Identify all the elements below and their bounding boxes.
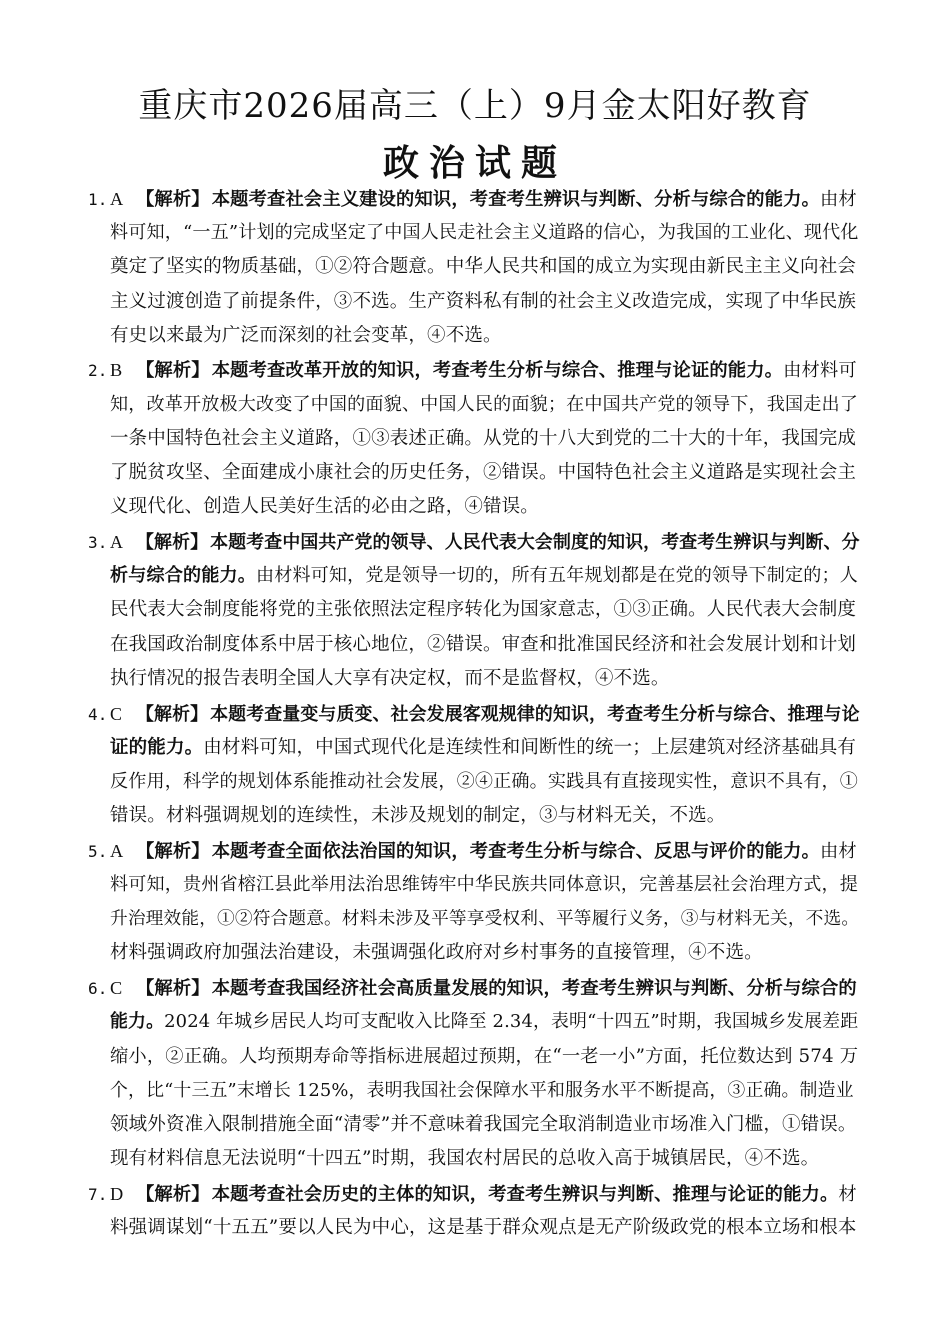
question-number: 5. — [88, 842, 108, 861]
answer-line — [110, 803, 860, 829]
answer-first-line — [88, 975, 860, 1001]
analysis-summary: 析与综合的能力。 — [110, 565, 256, 586]
answer-line — [110, 460, 860, 486]
answer-line — [110, 872, 860, 898]
answer-line — [110, 392, 860, 418]
analysis-text: 民代表大会制度能将党的主张依照法定程序转化为国家意志，①③正确。人民代表大会制度 — [110, 599, 857, 620]
answer-line — [110, 289, 860, 315]
analysis-summary: 本题考查量变与质变、社会发展客观规律的知识，考查考生分析与综合、推理与论 — [210, 704, 860, 725]
answer-line — [110, 632, 860, 658]
analysis-text: 奠定了坚实的物质基础，①②符合题意。中华人民共和国的成立为实现由新民主主义向社会 — [110, 256, 857, 277]
answer-line — [110, 563, 860, 589]
answer-line — [110, 769, 860, 795]
exam-title: 重庆市2026届高三（上）9月金太阳好教育 — [138, 86, 812, 126]
analysis-text: 料强调谋划“十五五”要以人民为中心，这是基于群众观点是无产阶级政党的根本立场和根本 — [110, 1217, 857, 1238]
analysis-text: 反作用，科学的规划体系能推动社会发展，②④正确。实践具有直接现实性，意识不具有，① — [110, 771, 858, 792]
analysis-text: 由材料可知，党是领导一切的，所有五年规划都是在党的领导下制定的；人 — [255, 565, 858, 586]
answer-line — [110, 426, 860, 452]
answer-line — [110, 1215, 860, 1241]
analysis-summary: 证的能力。 — [110, 737, 204, 758]
answer-line — [110, 666, 860, 692]
analysis-text: 一条中国特色社会主义道路，①③表述正确。从党的十八大到党的二十大的十年，我国完成 — [110, 428, 857, 449]
analysis-summary: 本题考查全面依法治国的知识，考查考生分析与综合、反思与评价的能力。 — [211, 841, 820, 862]
analysis-text: 由材料可 — [783, 360, 857, 381]
question-number: 1. — [88, 190, 108, 209]
analysis-text: 现有材料信息无法说明“十四五”时期，我国农村居民的总收入高于城镇居民，④不选。 — [110, 1148, 820, 1169]
analysis-text: 材料强调政府加强法治建设，未强调强化政府对乡村事务的直接管理，④不选。 — [110, 942, 763, 963]
answer-first-line — [88, 529, 860, 555]
analysis-text: 知，改革开放极大改变了中国的面貌、中国人民的面貌；在中国共产党的领导下，我国走出了 — [110, 394, 858, 415]
analysis-text: 有史以来最为广泛而深刻的社会变革，④不选。 — [110, 325, 502, 346]
analysis-text: 升治理效能，①②符合题意。材料未涉及平等享受权利、平等履行义务，③与材料无关，不选。 — [110, 909, 860, 929]
answer-choice: A — [110, 189, 124, 209]
analysis-text: 由材料可知，中国式现代化是连续性和间断性的统一；上层建筑对经济基础具有 — [203, 737, 857, 758]
analysis-text: 由材 — [819, 189, 857, 210]
answer-line — [110, 1009, 860, 1035]
answer-line — [110, 494, 860, 520]
answer-first-line — [88, 357, 860, 383]
answer-first-line — [88, 186, 860, 212]
analysis-tag: 【解析】 — [136, 841, 210, 862]
analysis-tag: 【解析】 — [136, 532, 209, 553]
answer-line — [110, 735, 860, 761]
analysis-text: 2024 年城乡居民人均可支配收入比降至 2.34，表明“十四五”时期，我国城乡发展差距 — [164, 1011, 859, 1032]
question-number: 3. — [88, 533, 108, 552]
analysis-summary: 本题考查社会主义建设的知识，考查考生辨识与判断、分析与综合的能力。 — [211, 189, 820, 210]
answer-line — [110, 906, 860, 932]
answer-first-line — [88, 701, 860, 727]
analysis-text: 料可知，“一五”计划的完成坚定了中国人民走社会主义道路的信心，为我国的工业化、现代化 — [110, 222, 859, 243]
analysis-text: 义现代化、创造人民美好生活的必由之路，④错误。 — [110, 496, 539, 517]
answer-line — [110, 254, 860, 280]
analysis-text: 料可知，贵州省榕江县此举用法治思维铸牢中华民族共同体意识，完善基层社会治理方式，提 — [110, 874, 858, 895]
analysis-text: 执行情况的报告表明全国人大享有决定权，而不是监督权，④不选。 — [110, 668, 670, 689]
analysis-tag: 【解析】 — [136, 360, 210, 381]
question-number: 6. — [88, 979, 108, 998]
subject-title: 政治试题 — [382, 142, 567, 184]
answer-choice: A — [110, 532, 124, 552]
analysis-text: 了脱贫攻坚、全面建成小康社会的历史任务，②错误。中国特色社会主义道路是实现社会主 — [110, 462, 857, 483]
analysis-text: 领域外资准入限制措施全面“清零”并不意味着我国完全取消制造业市场准入门槛，①错误。 — [110, 1114, 857, 1135]
analysis-text: 主义过渡创造了前提条件，③不选。生产资料私有制的社会主义改造完成，实现了中华民族 — [110, 291, 857, 312]
question-number: 4. — [88, 705, 108, 724]
analysis-tag: 【解析】 — [136, 1184, 210, 1205]
analysis-tag: 【解析】 — [136, 978, 210, 999]
analysis-text: 材 — [838, 1184, 857, 1205]
answer-choice: D — [110, 1184, 124, 1204]
analysis-tag: 【解析】 — [136, 704, 209, 725]
answer-line — [110, 940, 860, 966]
answer-choice: B — [110, 360, 123, 380]
answer-first-line — [88, 838, 860, 864]
answer-line — [110, 1078, 860, 1104]
answer-line — [110, 1112, 860, 1138]
answer-choice: C — [110, 978, 123, 998]
analysis-text: 缩小，②正确。人均预期寿命等指标进展超过预期，在“一老一小”方面，托位数达到 574 万 — [110, 1046, 859, 1067]
analysis-summary: 能力。 — [110, 1011, 165, 1032]
answer-choice: A — [110, 841, 124, 861]
answer-line — [110, 1044, 860, 1070]
analysis-text: 个，比“十三五”末增长 125%，表明我国社会保障水平和服务水平不断提高，③正确。制造业 — [110, 1080, 854, 1101]
question-number: 2. — [88, 361, 108, 380]
analysis-summary: 本题考查社会历史的主体的知识，考查考生辨识与判断、推理与论证的能力。 — [211, 1184, 839, 1205]
answer-choice: C — [110, 704, 123, 724]
analysis-tag: 【解析】 — [136, 189, 210, 210]
analysis-summary: 本题考查我国经济社会高质量发展的知识，考查考生辨识与判断、分析与综合的 — [211, 978, 857, 999]
answer-line — [110, 220, 860, 246]
answer-line — [110, 597, 860, 623]
analysis-summary: 本题考查中国共产党的领导、人民代表大会制度的知识，考查考生辨识与判断、分 — [210, 532, 860, 553]
answer-line — [110, 1146, 860, 1172]
answer-line — [110, 323, 860, 349]
analysis-text: 在我国政治制度体系中居于核心地位，②错误。审查和批准国民经济和社会发展计划和计划 — [110, 634, 857, 655]
analysis-text: 错误。材料强调规划的连续性，未涉及规划的制定，③与材料无关，不选。 — [110, 805, 726, 826]
analysis-text: 由材 — [819, 841, 857, 862]
answer-first-line — [88, 1181, 860, 1207]
question-number: 7. — [88, 1185, 108, 1204]
analysis-summary: 本题考查改革开放的知识，考查考生分析与综合、推理与论证的能力。 — [211, 360, 784, 381]
